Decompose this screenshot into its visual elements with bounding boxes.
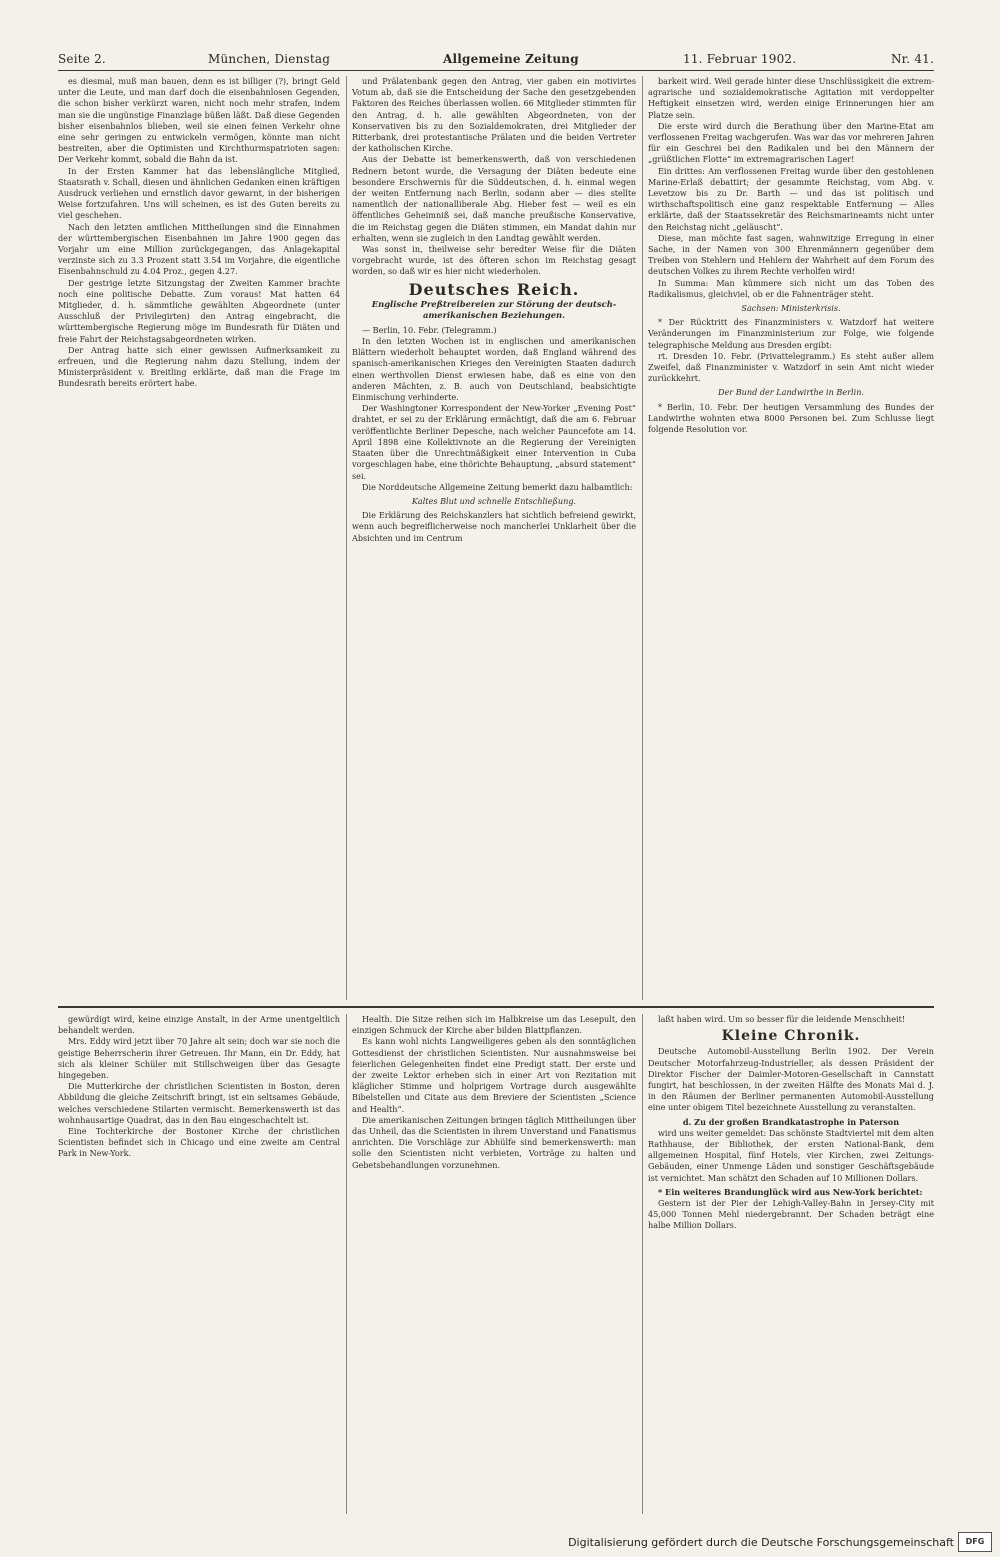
paragraph: Der Antrag hatte sich einer gewissen Aufmerksamkeit zu erfreuen, und die Regierung nahm dazu Stellung, indem der Ministerpräsident v. Breitling erklärte, daß man die Frage im Bundesrath bereits erörtert habe. xyxy=(58,344,340,389)
item-heading: d. Zu der großen Brandkatastrophe in Paterson xyxy=(682,1116,900,1127)
paragraph: Diese, man möchte fast sagen, wahnwitzige Erregung in einer Sache, in der Namen von 300 Ehrenmännern gegenüber dem Treiben von Stehlern und Hehlern der Wahrheit auf dem Forum des deutschen Volkes zu ihrem Rechte verholfen wird! xyxy=(648,232,934,277)
column-divider xyxy=(642,76,643,1000)
section-heading: Kleine Chronik. xyxy=(721,1028,861,1045)
page-number: Seite 2. xyxy=(58,52,106,66)
paragraph: Die Erklärung des Reichskanzlers hat sichtlich befreiend gewirkt, wenn auch begreiflicherweise noch mancherlei Unklarheit über die Absichten und im Centrum xyxy=(352,510,636,543)
upper-column-3 xyxy=(648,76,934,1000)
paragraph: Ein drittes: Am verflossenen Freitag wurde über den gestohlenen Marine-Erlaß debattirt; der gesammte Reichstag, vom Abg. v. Levetzow bis zu Dr. Barth — und das ist politisch und wirthschaftspolitisch eine ganz respektable Entfernung — Alles erklärte, daß der Staatssekretär des Reichsmarineamts nicht unter den Reichstag nicht „geläuscht“. xyxy=(648,165,934,232)
paragraph: Der Washingtoner Korrespondent der New-Yorker „Evening Post“ drahtet, er sei zu der Erklärung ermächtigt, daß die am 6. Februar veröffentlichte Berliner Depesche, nach welcher Pauncefote am 14. April 1898 eine Kollektivnote an die Regierung der Vereinigten Staaten über die Unrechtmäßigkeit einer Intervention in Cuba vorgeschlagen habe, eine thörichte Behauptung, „absurd statement“ sei. xyxy=(352,403,636,481)
paragraph: Die erste wird durch die Berathung über den Marine-Etat am verflossenen Freitag wachgerufen. Was war das vor mehreren Jahren für ein Geschrei bei den Radikalen und bei den Männern der „grüßtlichen Flotte“ im extremagrarischen Lager! xyxy=(648,120,934,165)
header-rule xyxy=(58,70,934,71)
paragraph: gewürdigt wird, keine einzige Anstalt, in der Arme unentgeltlich behandelt werden. xyxy=(58,1014,340,1036)
paragraph: Nach den letzten amtlichen Mittheilungen sind die Einnahmen der württembergischen Eisenbahnen im Jahre 1900 gegen das Vorjahr um eine Million zurückgegangen, das Anlagekapital verzinste sich zu 3.3 Prozent statt 3.54 im Vorjahre, die eigentliche Eisenbahnschuld zu 4.04 Proz., gegen 4.27. xyxy=(58,221,340,277)
paragraph: Aus der Debatte ist bemerkenswerth, daß von verschiedenen Rednern betont wurde, die Versagung der Diäten bedeute eine besondere Erschwernis für die Süddeutschen, d. h. einmal wegen der weiten Entfernung nach Berlin, sodann aber — dies stellte namentlich der nationalliberale Abg. Hieber fest — weil es ein öffentliches Geheimniß sei, daß manche preußische Konservative, die im Reichstag gegen die Diäten stimmen, ein Mandat dahin nur erhalten, wenn sie zugleich in den Landtag gewählt werden. xyxy=(352,154,636,243)
subheading: Der Bund der Landwirthe in Berlin. xyxy=(717,387,864,398)
paragraph: In den letzten Wochen ist in englischen und amerikanischen Blättern wiederholt behauptet worden, daß England während des spanisch-amerikanischen Krieges den Vereinigten Staaten dadurch einen werthvollen Dienst erwiesen habe, daß es eine von den anderen Mächten, z. B. auch von Deutschland, beabsichtigte Einmischung verhinderte. xyxy=(352,336,636,403)
paragraph: Die amerikanischen Zeitungen bringen täglich Mittheilungen über das Unheil, das die Scientisten in ihrem Unverstand und Fanatismus anrichten. Die Vorschläge zur Abhülfe sind bemerkenswerth: man solle den Scientisten nicht verbieten, Vorträge zu halten und Gebetsbehandlungen vorzunehmen. xyxy=(352,1114,636,1170)
lower-column-2 xyxy=(352,1014,636,1514)
column-divider xyxy=(642,1014,643,1514)
section-heading: Deutsches Reich. xyxy=(408,279,580,299)
paragraph: und Prälatenbank gegen den Antrag, vier gaben ein motivirtes Votum ab, daß sie die Entscheidung der Sache den gesetzgebenden Faktoren des Reiches überlassen wollen. 66 Mitglieder stimmten für den Antrag, d. h. alle gewählten Abgeordneten, von der Konservativen bis zu den Sozialdemokraten, drei Mitglieder der Ritterbank, drei protestantische Prälaten und die beiden Vertreter der katholischen Kirche. xyxy=(352,76,636,154)
issue-date: 11. Februar 1902. xyxy=(683,52,797,66)
dfg-logo-icon: DFG xyxy=(958,1532,992,1552)
paragraph: Health. Die Sitze reihen sich im Halbkreise um das Lesepult, den einzigen Schmuck der Kirche aber bilden Blattpflanzen. xyxy=(352,1014,636,1036)
paragraph: Deutsche Automobil-Ausstellung Berlin 1902. Der Verein Deutscher Motorfahrzeug-Industrieller, als dessen Präsident der Direktor Fischer der Daimler-Motoren-Gesellschaft in Cannstatt fungirt, hat beschlossen, in der zweiten Hälfte des Monats Mai d. J. in den Räumen der Berliner permanenten Automobil-Ausstellung eine unter obigem Titel bezeichnete Ausstellung zu veranstalten. xyxy=(648,1046,934,1113)
issue-number: Nr. 41. xyxy=(890,52,934,66)
paragraph: laßt haben wird. Um so besser für die leidende Menschheit! xyxy=(658,1014,906,1024)
newspaper-title: Allgemeine Zeitung xyxy=(443,52,579,66)
lower-column-3 xyxy=(648,1014,934,1514)
column-divider xyxy=(346,76,347,1000)
paragraph: * Der Rücktritt des Finanzministers v. Watzdorf hat weitere Veränderungen im Finanzministerium zur Folge, wie folgende telegraphische Meldung aus Dresden ergibt: xyxy=(648,317,934,350)
item-heading: * Ein weiteres Brandunglück wird aus New-York berichtet: xyxy=(658,1186,923,1197)
paragraph: rt. Dresden 10. Febr. (Privattelegramm.) Es steht außer allem Zweifel, daß Finanzminister v. Watzdorf in sein Amt nicht wieder zurückkehrt. xyxy=(648,350,934,384)
funding-notice: Digitalisierung gefördert durch die Deutsche Forschungsgemeinschaft xyxy=(568,1536,954,1549)
paragraph: In Summa: Man kümmere sich nicht um das Toben des Radikalismus, gleichviel, ob er die Fahnenträger steht. xyxy=(648,277,934,299)
paragraph: * Berlin, 10. Febr. Der heutigen Versammlung des Bundes der Landwirthe wohnten etwa 8000 Personen bei. Zum Schlusse liegt folgende Resolution vor. xyxy=(648,401,934,435)
paragraph: wird uns weiter gemeldet: Das schönste Stadtviertel mit dem alten Rathhause, der Bibliothek, der ersten National-Bank, dem allgemeinen Hospital, fünf Hotels, vier Kirchen, zwei Zeitungs-Gebäuden, einer Unmenge Läden und sonstiger Geschäftsgebäude ist vernichtet. Man schätzt den Schaden auf 10 Millionen Dollars. xyxy=(648,1127,934,1183)
paragraph: Der gestrige letzte Sitzungstag der Zweiten Kammer brachte noch eine politische Debatte. Zum voraus! Mat hatten 64 Mitglieder, d. h. sämmtliche gewählten Abgeordnete (unter Ausschluß der Privilegirten) den Antrag eingebracht, die württembergische Regierung möge im Bundesrath für Diäten und freie Fahrt der Reichstagsabgeordneten wirken. xyxy=(58,277,340,344)
place-and-day: München, Dienstag xyxy=(208,52,331,66)
upper-column-1 xyxy=(58,76,340,1000)
article-title: Englische Preßtreibereien zur Störung der deutsch-amerikanischen Beziehungen. xyxy=(371,298,617,320)
paragraph: Was sonst in, theilweise sehr beredter Weise für die Diäten vorgebracht wurde, ist des öfteren schon im Reichstag gesagt worden, so daß wir es hier nicht wiederholen. xyxy=(352,244,636,277)
paragraph: Die Norddeutsche Allgemeine Zeitung bemerkt dazu halbamtlich: xyxy=(362,481,633,492)
column-divider xyxy=(346,1014,347,1514)
paragraph: Es kann wohl nichts Langweiligeres geben als den sonntäglichen Gottesdienst der christlichen Scientisten. Nur ausnahmsweise bei feierlichen Gelegenheiten findet eine Predigt statt. Der erste und der zweite Lektor erheben sich in einer Art von Rezitation mit kläglicher Stimme und holprigem Vortrage durch ausgewählte Bibelstellen und Citate aus dem Breviere der Scientisten „Science and Health“. xyxy=(352,1036,636,1114)
paragraph: Eine Tochterkirche der Bostoner Kirche der christlichen Scientisten befindet sich in Chicago und eine zweite am Central Park in New-York. xyxy=(58,1126,340,1159)
subheading: Sachsen: Ministerkrisis. xyxy=(741,303,841,314)
paragraph: Gestern ist der Pier der Lehigh-Valley-Bahn in Jersey-City mit 45,000 Tonnen Mehl niedergebrannt. Der Schaden beträgt eine halbe Million Dollars. xyxy=(648,1198,934,1231)
paragraph: Die Mutterkirche der christlichen Scientisten in Boston, deren Abbildung die gleiche Zeitschrift bringt, ist ein seltsames Gebäude, welches verschiedene Stilarten vermischt. Bemerkenswerth ist das wohnhausartige Quadrat, das in den Bau eingeschachtelt ist. xyxy=(58,1081,340,1125)
paragraph: In der Ersten Kammer hat das lebenslängliche Mitglied, Staatsrath v. Schall, diesen und ähnlichen Gedanken einen kräftigen Ausdruck verliehen und ernstlich davor gewarnt, in der bisherigen Weise fortzufahren. Uns will scheinen, es ist des Guten bereits zu viel geschehen. xyxy=(58,165,340,221)
digitization-footer xyxy=(0,1530,1000,1552)
lower-column-1 xyxy=(58,1014,340,1514)
upper-column-2 xyxy=(352,76,636,1000)
page-header xyxy=(58,52,934,68)
article-dateline: — Berlin, 10. Febr. (Telegramm.) xyxy=(362,324,497,335)
subheading: Kaltes Blut und schnelle Entschließung. xyxy=(411,495,577,506)
paragraph: Mrs. Eddy wird jetzt über 70 Jahre alt sein; doch war sie noch die geistige Beherrscherin ihrer Getreuen. Ihr Mann, ein Dr. Eddy, hat sich als kleiner Schüler mit Stillschweigen über das Gesagte hingegeben. xyxy=(58,1036,340,1081)
paragraph: es diesmal, muß man bauen, denn es ist billiger (?), bringt Geld unter die Leute, und man darf doch die eisenbahnlosen Gegenden, die schon bisher verkürzt waren, nicht noch mehr strafen, indem man sie die ungünstige Finanzlage büßen läßt. Daß diese Gegenden bisher eisenbahnlos blieben, weil sie einen feinen Verkehr ohne eine sehr geringen zu entwickeln vermögen, könnte man nicht bestreiten, aber die Optimisten und Kirchthurmspatrioten sagen: Der Verkehr kommt, sobald die Bahn da ist. xyxy=(58,76,340,165)
paragraph: barkeit wird. Weil gerade hinter diese Unschlüssigkeit die extrem-agrarische und sozialdemokratische Agitation mit verdoppelter Heftigkeit einsetzen wird, werden einige Erinnerungen hier am Platze sein. xyxy=(648,76,934,120)
feuilleton-rule xyxy=(58,1006,934,1008)
